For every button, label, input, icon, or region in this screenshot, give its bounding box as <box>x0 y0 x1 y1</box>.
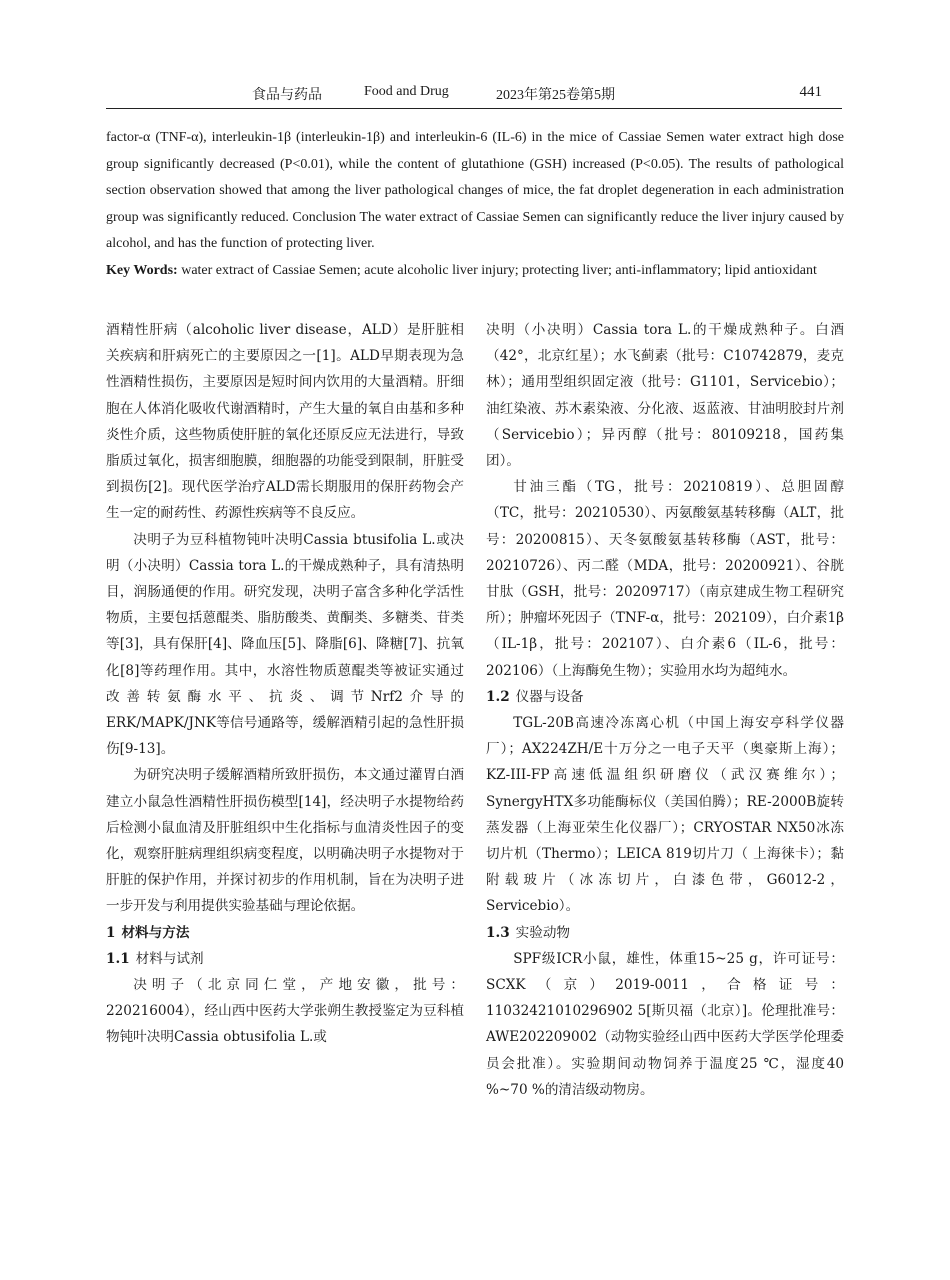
subsection-heading-animals <box>486 920 844 946</box>
page-number: 441 <box>799 84 822 100</box>
subsection-number: 1.3 <box>486 924 510 941</box>
abstract-text: factor-α (TNF-α), interleukin-1β (interleukin-1β) and interleukin-6 (IL-6) in the mice of Cassiae Semen water extract high dose group significantly decreased (P<0.01), while the content of glutathione (GSH) increased (P<0.05). The results of pathological section observation showed that among the liver pathological changes of mice, the fat droplet degeneration in each administration group was significantly reduced. Conclusion The water extract of Cassiae Semen can significantly reduce the liver injury caused by alcohol, and has the function of protecting liver. <box>106 130 844 251</box>
subsection-title: 仪器与设备 <box>515 688 584 705</box>
subsection-number: 1.1 <box>106 950 130 967</box>
paragraph-reagents-cont: 决明（小决明）Cassia tora L.的干燥成熟种子。白酒（42°，北京红星）；水飞蓟素（批号：C10742879，麦克林）；通用型组织固定液（批号：G1101，Servicebio）；油红染液、苏木素染液、分化液、返蓝液、甘油明胶封片剂（Servicebio）；异丙醇（批号：80109218，国药集团）。 <box>486 322 844 470</box>
keywords-label: Key Words: <box>106 262 178 278</box>
section-title: 材料与方法 <box>121 924 190 941</box>
section-heading-materials <box>106 920 464 946</box>
abstract-section <box>106 125 844 284</box>
keywords <box>106 258 844 285</box>
subsection-heading-reagents <box>106 946 464 972</box>
paragraph-cassia: 决明子为豆科植物钝叶决明Cassia btusifolia L.或决明（小决明）Cassia tora L.的干燥成熟种子，具有清热明目，润肠通便的作用。研究发现，决明子富含多种化学活性物质，主要包括蒽醌类、脂肪酸类、黄酮类、多糖类、苷类等[3]，具有保肝[4]、降血压[5]、降脂[6]、降糖[7]、抗氧化[8]等药理作用。其中，水溶性物质蒽醌类等被证实通过改善转氨酶水平、抗炎、调节Nrf2介导的ERK/MAPK/JNK等信号通路等，缓解酒精引起的急性肝损伤[9-13]。 <box>106 531 464 758</box>
paragraph-purpose: 为研究决明子缓解酒精所致肝损伤，本文通过灌胃白酒建立小鼠急性酒精性肝损伤模型[14]，经决明子水提物给药后检测小鼠血清及肝脏组织中生化指标与血清炎性因子的变化，观察肝脏病理组织病变程度，以明确决明子水提物对于肝脏的保护作用，并探讨初步的作用机制，旨在为决明子进一步开发与利用提供实验基础与理论依据。 <box>106 767 464 915</box>
subsection-heading-instruments <box>486 684 844 710</box>
paragraph-intro: 酒精性肝病（alcoholic liver disease，ALD）是肝脏相关疾病和肝病死亡的主要原因之一[1]。ALD早期表现为急性酒精性损伤，主要原因是短时间内饮用的大量酒精。肝细胞在人体消化吸收代谢酒精时，产生大量的氧自由基和多种炎性介质，这些物质使肝脏的氧化还原反应无法进行，导致脂质过氧化，损害细胞膜，细胞器的功能受到限制，肝脏受到损伤[2]。现代医学治疗ALD需长期服用的保肝药物会产生一定的耐药性、药源性疾病等不良反应。 <box>106 322 464 522</box>
subsection-title: 实验动物 <box>515 924 571 941</box>
left-column <box>106 317 464 1051</box>
running-header <box>106 78 842 109</box>
subsection-title: 材料与试剂 <box>135 950 204 967</box>
paragraph-animals: SPF级ICR小鼠，雄性，体重15~25 g，许可证号：SCXK（京）2019-0011，合格证号：11032421010296902 5[斯贝福（北京）]。伦理批准号：AWE202209002（动物实验经山西中医药大学医学伦理委员会批准）。实验期间动物饲养于温度25 ℃，湿度40 %~70 %的清洁级动物房。 <box>486 950 844 1098</box>
keywords-text: water extract of Cassiae Semen; acute alcoholic liver injury; protecting liver; anti-inflammatory; lipid antioxidant <box>181 262 817 278</box>
right-column <box>486 317 844 1103</box>
journal-name: 食品与药品 <box>252 88 322 103</box>
paragraph-reagents: 决明子（北京同仁堂，产地安徽，批号：220216004），经山西中医药大学张朔生教授鉴定为豆科植物钝叶决明Cassia obtusifolia L.或 <box>106 977 464 1046</box>
journal-name-en: Food and Drug <box>364 84 449 99</box>
issue-info: 2023年第25卷第5期 <box>496 88 615 103</box>
paragraph-instruments: TGL-20B高速冷冻离心机（中国上海安亭科学仪器厂）；AX224ZH/E十万分之一电子天平（奥豪斯上海）；KZ-III-FP高速低温组织研磨仪（武汉赛维尔）；SynergyHTX多功能酶标仪（美国伯腾）；RE-2000B旋转蒸发器（上海亚荣生化仪器厂）；CRYOSTAR NX50冰冻切片机（Thermo）；LEICA 819切片刀（ 上海徕卡）；黏附载玻片（冰冻切片，白漆色带，G6012-2，Servicebio）。 <box>486 715 844 915</box>
section-number: 1 <box>106 924 116 941</box>
paragraph-kits: 甘油三酯（TG，批号：20210819）、总胆固醇（TC，批号：20210530）、丙氨酸氨基转移酶（ALT，批号：20200815）、天冬氨酸氨基转移酶（AST，批号：20210726）、丙二醛（MDA，批号：20200921）、谷胱甘肽（GSH，批号：20209717）（南京建成生物工程研究所）；肿瘤坏死因子（TNF-α，批号：202109），白介素1β（IL-1β，批号：202107）、白介素6（IL-6，批号：202106）（上海酶免生物）；实验用水均为超纯水。 <box>486 479 844 679</box>
subsection-number: 1.2 <box>486 688 510 705</box>
